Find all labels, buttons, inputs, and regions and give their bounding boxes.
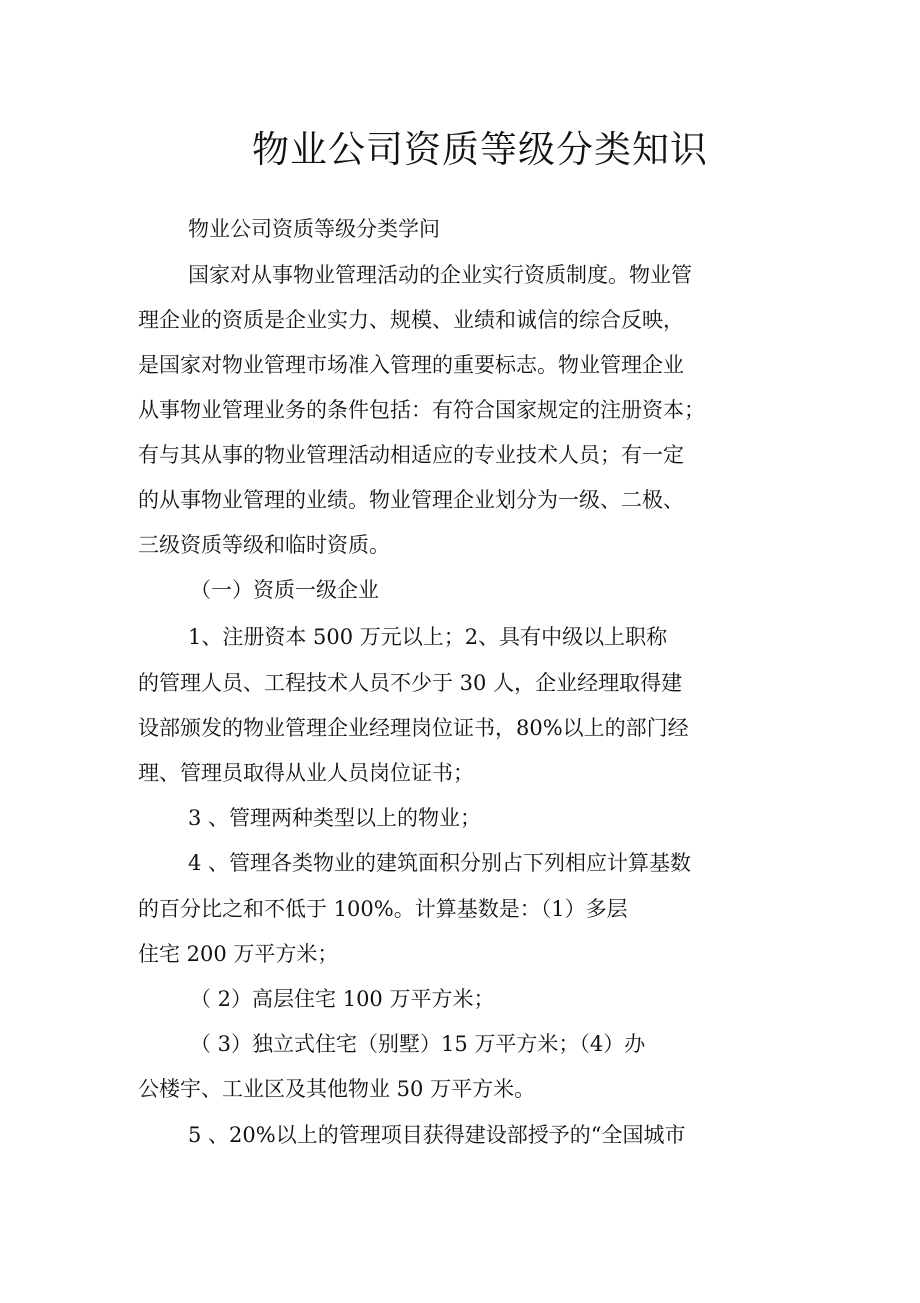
body-line: 理企业的资质是企业实力、规模、业绩和诚信的综合反映，	[138, 308, 684, 332]
body-line: 3 、管理两种类型以上的物业；	[188, 806, 482, 830]
body-line: 从事物业管理业务的条件包括：有符合国家规定的注册资本；	[138, 398, 705, 422]
body-line: 的百分比之和不低于 100%。计算基数是：（1）多层	[138, 897, 628, 921]
subtitle-line: 物业公司资质等级分类学问	[188, 217, 440, 241]
body-line: （ 2）高层住宅 100 万平方米；	[190, 987, 495, 1011]
body-line: 5 、20%以上的管理项目获得建设部授予的“全国城市	[188, 1123, 686, 1147]
section-heading: （一）资质一级企业	[190, 578, 379, 602]
body-line: 理、管理员取得从业人员岗位证书；	[138, 761, 474, 785]
body-line: （ 3）独立式住宅（别墅）15 万平方米；（4）办	[190, 1032, 646, 1056]
document-title: 物业公司资质等级分类知识	[252, 128, 708, 171]
body-line: 是国家对物业管理市场准入管理的重要标志。物业管理企业	[138, 353, 684, 377]
body-line: 国家对从事物业管理活动的企业实行资质制度。物业管	[188, 263, 692, 287]
body-line: 有与其从事的物业管理活动相适应的专业技术人员；有一定	[138, 443, 684, 467]
body-line: 三级资质等级和临时资质。	[138, 533, 390, 557]
body-line: 4 、管理各类物业的建筑面积分别占下列相应计算基数	[188, 851, 692, 875]
body-line: 公楼宇、工业区及其他物业 50 万平方米。	[138, 1077, 536, 1101]
body-line: 的从事物业管理的业绩。物业管理企业划分为一级、二极、	[138, 488, 684, 512]
body-line: 住宅 200 万平方米；	[138, 942, 339, 966]
body-line: 的管理人员、工程技术人员不少于 30 人，企业经理取得建	[138, 671, 683, 695]
body-line: 1、注册资本 500 万元以上；2、具有中级以上职称	[188, 625, 668, 649]
body-line: 设部颁发的物业管理企业经理岗位证书，80%以上的部门经	[138, 716, 689, 740]
